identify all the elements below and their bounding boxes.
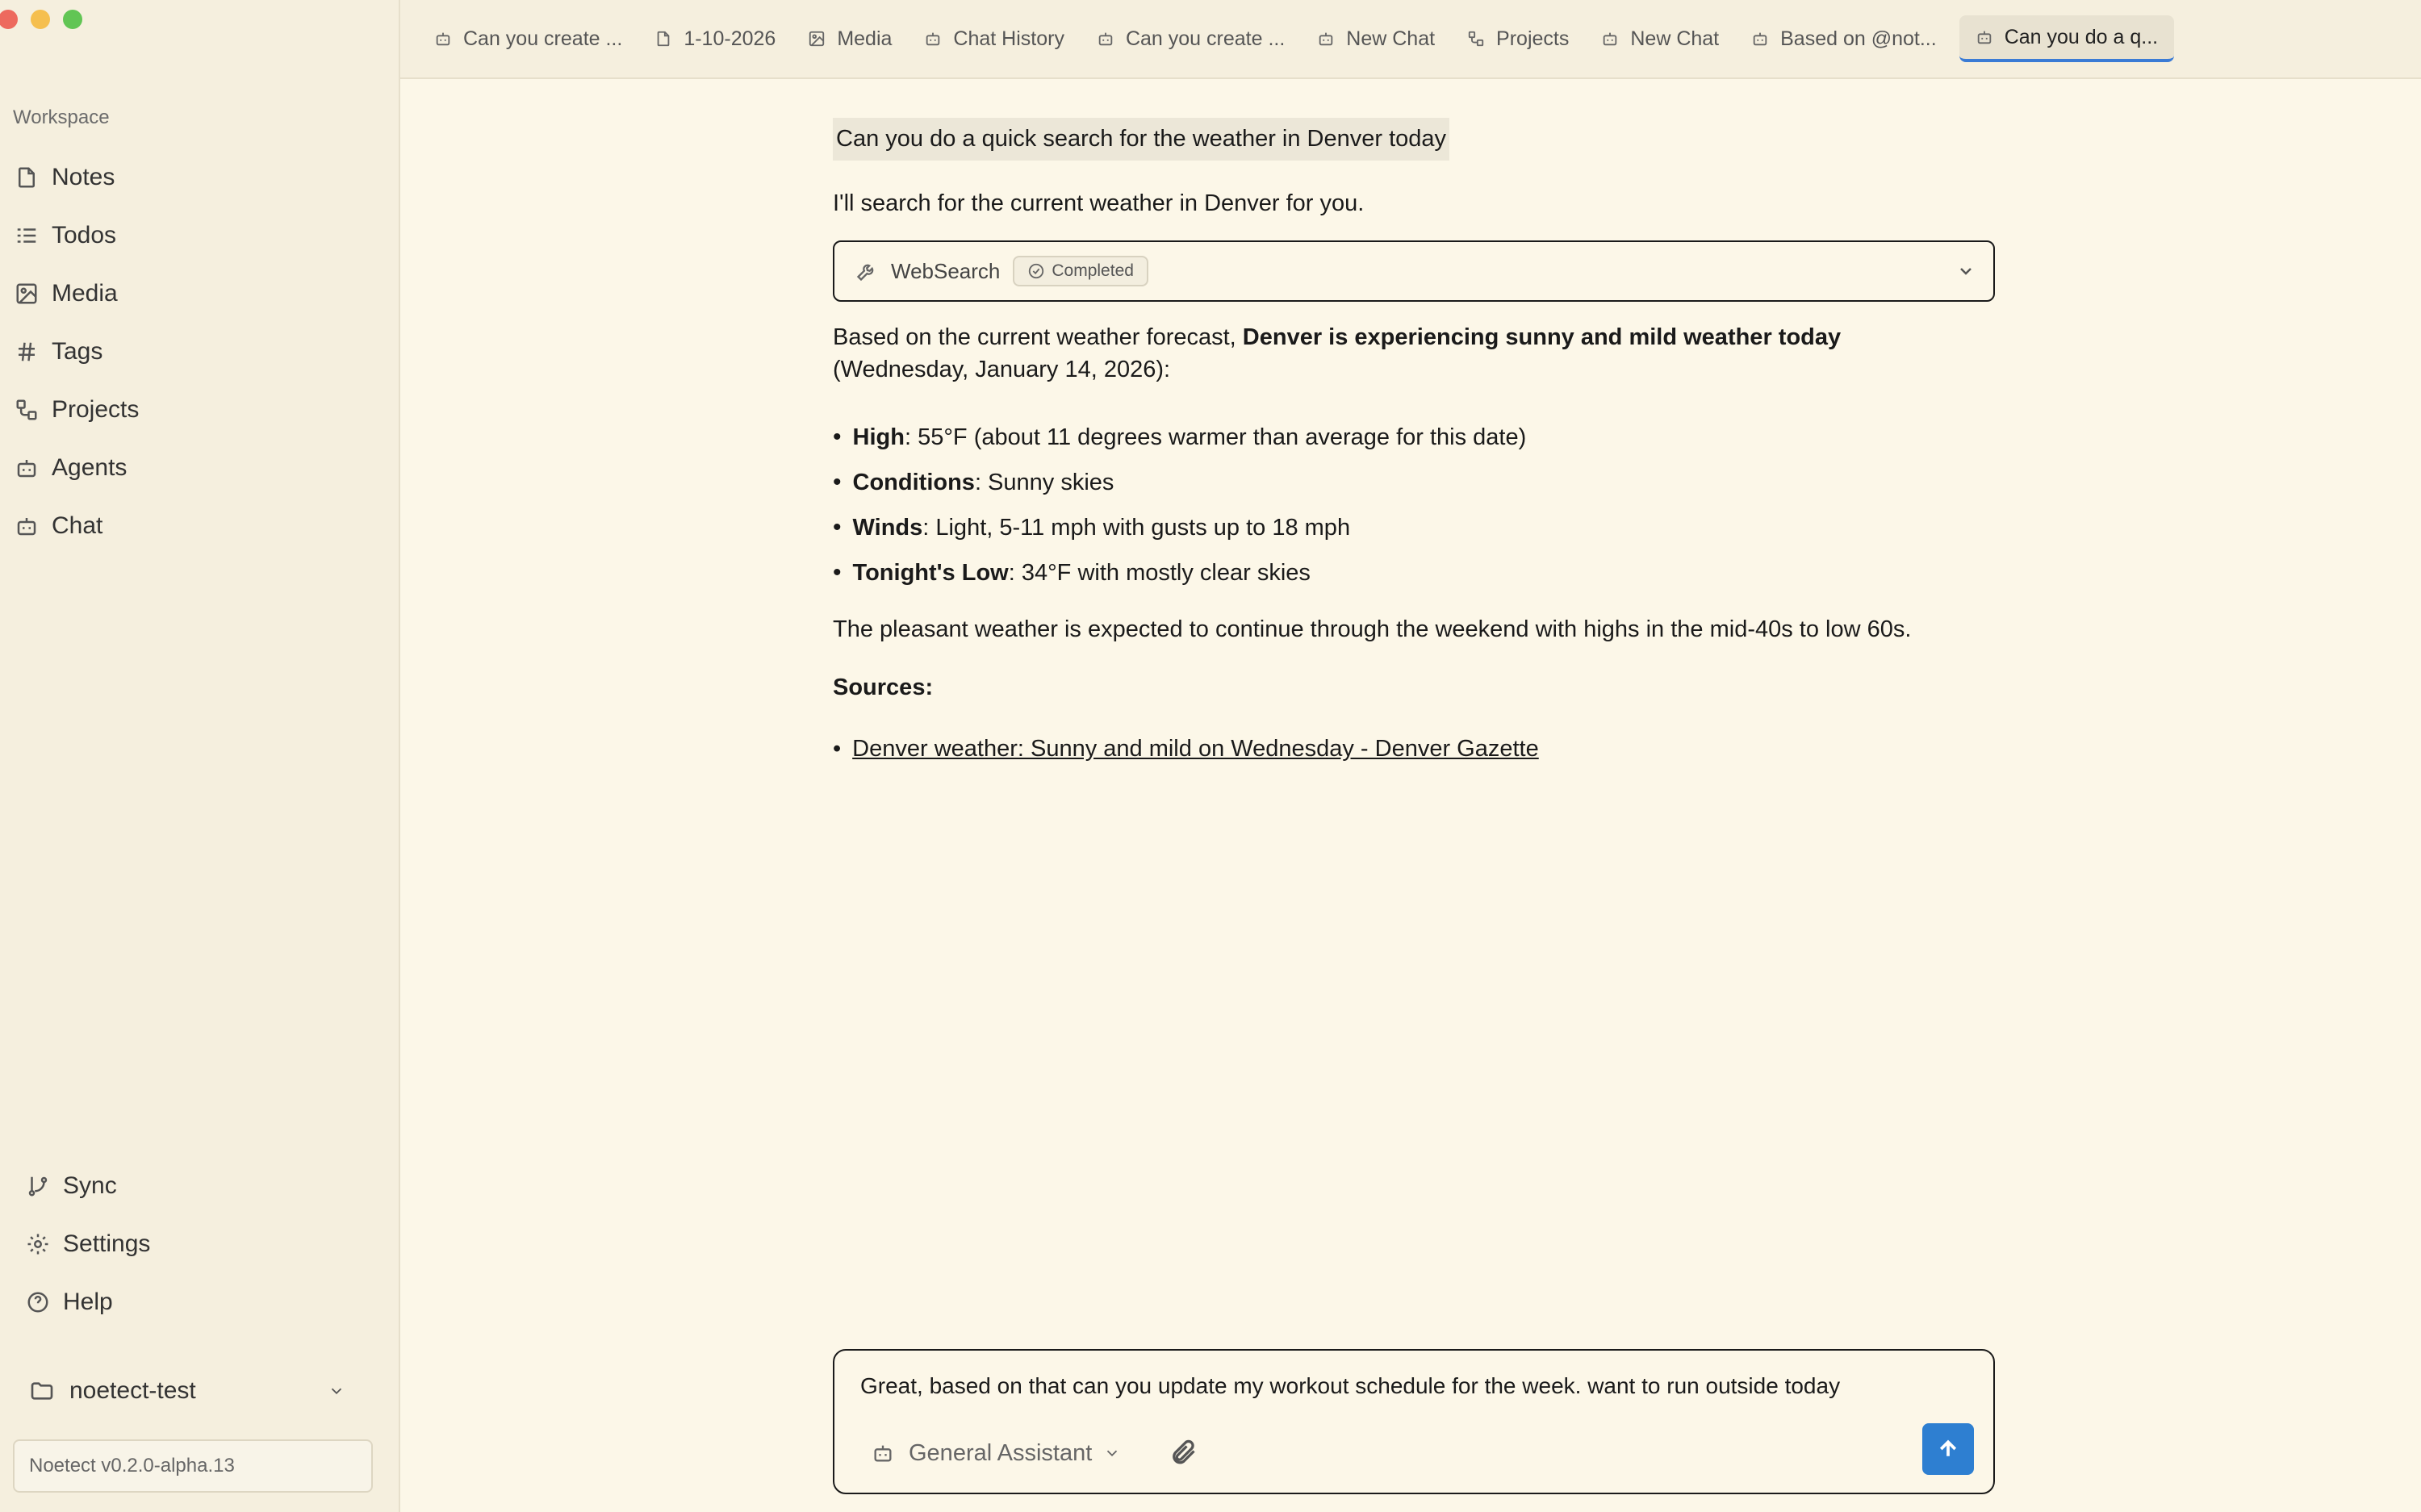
weather-list: [833, 415, 1995, 595]
tab-based-on[interactable]: [1735, 15, 1953, 62]
answer-emphasis: Denver is experiencing sunny and mild weather today: [1242, 324, 1842, 350]
list-item-text: : 55°F (about 11 degrees warmer than average for this date): [904, 424, 1527, 450]
chat-bot-icon: [15, 514, 39, 538]
window-controls: [0, 10, 82, 29]
tab-new-chat-1[interactable]: [1301, 15, 1451, 62]
arrow-up-icon: [1936, 1437, 1960, 1461]
tab-media[interactable]: [792, 15, 908, 62]
version-badge: Noetect v0.2.0-alpha.13: [13, 1439, 373, 1493]
sidebar-item-label: Todos: [52, 222, 117, 249]
source-link[interactable]: • Denver weather: Sunny and mild on Wednesday - Denver Gazette: [852, 736, 1539, 762]
tab-label: 1-10-2026: [684, 27, 776, 50]
list-item: [833, 460, 1995, 505]
tab-bar: [400, 0, 2421, 79]
list-item-label: Tonight's Low: [852, 559, 1009, 586]
tab-projects[interactable]: [1451, 15, 1585, 62]
sidebar-item-agents[interactable]: [0, 439, 400, 497]
tab-chat-2[interactable]: [1081, 15, 1301, 62]
file-icon: [654, 30, 672, 48]
tab-label: Can you create ...: [463, 27, 623, 50]
folder-icon: [29, 1378, 55, 1404]
list-item-label: Conditions: [852, 469, 975, 495]
message-composer: [833, 1349, 1995, 1494]
list-item-text: : Light, 5-11 mph with gusts up to 18 mph: [922, 514, 1351, 541]
tab-label: Chat History: [953, 27, 1064, 50]
tab-chat-1[interactable]: [418, 15, 638, 62]
chat-bot-icon: [434, 30, 452, 48]
tab-chat-history[interactable]: [908, 15, 1081, 62]
paperclip-icon[interactable]: [1169, 1438, 1198, 1467]
answer-suffix: (Wednesday, January 14, 2026):: [833, 357, 1171, 382]
sources-list: [833, 736, 1539, 762]
tab-active-chat[interactable]: [1959, 15, 2174, 62]
sidebar-bottom-nav: [0, 1157, 400, 1331]
answer-prefix: Based on the current weather forecast,: [833, 324, 1243, 350]
chat-bot-icon: [1317, 30, 1335, 48]
sidebar-item-projects[interactable]: [0, 381, 400, 439]
agent-name: General Assistant: [909, 1439, 1093, 1466]
tab-label: Media: [837, 27, 893, 50]
sidebar-item-label: Media: [52, 280, 118, 307]
help-circle-icon: [26, 1290, 50, 1314]
sources-heading: Sources:: [833, 675, 934, 700]
sidebar-item-label: Help: [63, 1289, 113, 1315]
chat-bot-icon: [1601, 30, 1619, 48]
sidebar-item-help[interactable]: [0, 1273, 400, 1331]
sidebar-item-chat[interactable]: [0, 497, 400, 555]
gear-icon: [26, 1232, 50, 1256]
sidebar-item-sync[interactable]: [0, 1157, 400, 1215]
wrench-icon: [855, 260, 878, 282]
sidebar-nav: [0, 148, 400, 555]
workspace-section-label: Workspace: [13, 107, 110, 128]
sidebar-item-label: Tags: [52, 338, 103, 365]
check-circle-icon: [1027, 262, 1045, 280]
list-item: [833, 736, 1539, 762]
git-branch-icon: [26, 1174, 50, 1198]
sidebar-item-label: Projects: [52, 396, 140, 423]
projects-icon: [1467, 30, 1485, 48]
tab-note[interactable]: [638, 15, 792, 62]
sidebar-item-label: Agents: [52, 454, 128, 481]
sidebar-item-label: Settings: [63, 1230, 151, 1257]
list-icon: [15, 223, 39, 248]
zoom-window-button[interactable]: [63, 10, 82, 29]
send-button[interactable]: [1922, 1423, 1974, 1475]
message-input[interactable]: Great, based on that can you update my workout schedule for the week. want to run outside today: [860, 1373, 1841, 1398]
assistant-answer: [833, 321, 1995, 386]
user-message: Can you do a quick search for the weather in Denver today: [833, 118, 1449, 161]
list-item-text: : 34°F with mostly clear skies: [1008, 559, 1311, 586]
chevron-down-icon: [328, 1382, 345, 1400]
sidebar-item-notes[interactable]: [0, 148, 400, 207]
chevron-down-icon: [1103, 1444, 1121, 1462]
chevron-down-icon[interactable]: [1956, 261, 1976, 281]
tab-label: Can you create ...: [1125, 27, 1286, 50]
chat-bot-icon: [1751, 30, 1769, 48]
tool-name: WebSearch: [891, 258, 1001, 283]
projects-icon: [15, 398, 39, 422]
list-item-label: High: [852, 424, 905, 450]
sidebar: [0, 0, 400, 1512]
sidebar-item-tags[interactable]: [0, 323, 400, 381]
tab-new-chat-2[interactable]: [1585, 15, 1735, 62]
sidebar-item-settings[interactable]: [0, 1215, 400, 1273]
answer-closing: The pleasant weather is expected to continue through the weekend with highs in the mid-40s to low 60s.: [833, 616, 1912, 642]
sidebar-item-label: Sync: [63, 1172, 117, 1199]
bot-icon: [15, 456, 39, 480]
list-item-text: : Sunny skies: [974, 469, 1114, 495]
sidebar-item-label: Notes: [52, 164, 115, 190]
chat-bot-icon: [924, 30, 942, 48]
tab-label: Projects: [1496, 27, 1570, 50]
tab-label: Can you do a q...: [2004, 25, 2159, 48]
sidebar-item-todos[interactable]: [0, 207, 400, 265]
assistant-intro: I'll search for the current weather in Denver for you.: [833, 190, 1365, 216]
list-item-label: Winds: [852, 514, 923, 541]
tab-label: New Chat: [1630, 27, 1720, 50]
workspace-name: noetect-test: [69, 1377, 196, 1404]
file-icon: [15, 165, 39, 190]
list-item: [833, 550, 1995, 595]
bot-icon: [872, 1442, 894, 1464]
workspace-selector[interactable]: [29, 1368, 360, 1414]
chat-bot-icon: [1097, 30, 1114, 48]
tab-label: New Chat: [1346, 27, 1436, 50]
list-item: [833, 505, 1995, 550]
list-item: [833, 415, 1995, 460]
sidebar-item-label: Chat: [52, 512, 103, 539]
agent-selector[interactable]: [872, 1433, 1121, 1473]
status-badge: [1013, 256, 1148, 286]
chat-bot-icon: [1976, 28, 1993, 46]
tab-label: Based on @not...: [1780, 27, 1937, 50]
hash-icon: [15, 340, 39, 364]
image-icon: [808, 30, 826, 48]
image-icon: [15, 282, 39, 306]
tool-call-card[interactable]: [833, 240, 1995, 302]
status-label: Completed: [1052, 261, 1134, 280]
minimize-window-button[interactable]: [31, 10, 50, 29]
close-window-button[interactable]: [0, 10, 18, 29]
sidebar-item-media[interactable]: [0, 265, 400, 323]
